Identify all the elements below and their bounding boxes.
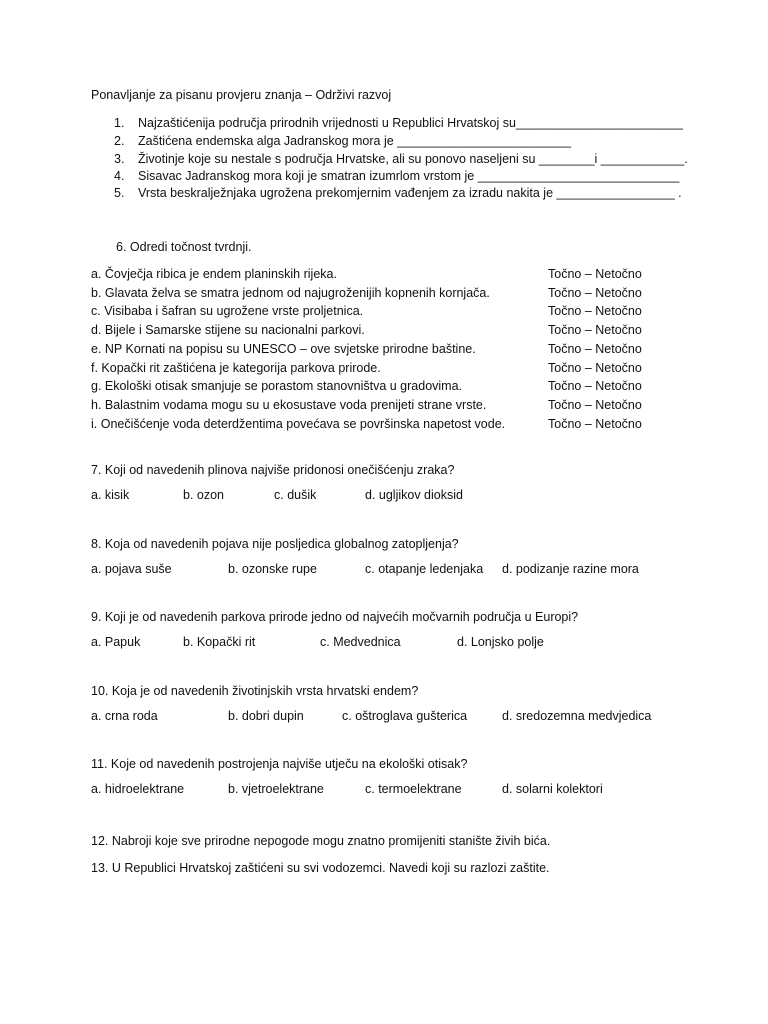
item-number: 2.: [114, 134, 125, 148]
q7-option-d: d. ugljikov dioksid: [365, 488, 463, 502]
q6-answer-choice: Točno – Netočno: [548, 379, 642, 393]
q8-option-c: c. otapanje ledenjaka: [365, 562, 484, 576]
q6-statement: c. Visibaba i šafran su ugrožene vrste proljetnica.: [91, 304, 364, 318]
q6-statement: a. Čovječja ribica je endem planinskih rijeka.: [91, 267, 337, 281]
q11-option-d: d. solarni kolektori: [502, 782, 603, 796]
q10-question: 10. Koja je od navedenih životinjskih vrsta hrvatski endem?: [91, 684, 419, 698]
q8-option-d: d. podizanje razine mora: [502, 562, 639, 576]
q6-answer-choice: Točno – Netočno: [548, 304, 642, 318]
q6-answer-choice: Točno – Netočno: [548, 417, 642, 431]
q6-answer-choice: Točno – Netočno: [548, 286, 642, 300]
q7-question: 7. Koji od navedenih plinova najviše pridonosi onečišćenju zraka?: [91, 463, 455, 477]
fill-in-item-2: [114, 134, 571, 148]
q6-statement: d. Bijele i Samarske stijene su nacionalni parkovi.: [91, 323, 365, 337]
q8-question: 8. Koja od navedenih pojava nije posljedica globalnog zatopljenja?: [91, 537, 459, 551]
worksheet-title: Ponavljanje za pisanu provjeru znanja – Održivi razvoj: [91, 88, 392, 102]
q6-answer-choice: Točno – Netočno: [548, 342, 642, 356]
q6-answer-choice: Točno – Netočno: [548, 267, 642, 281]
q9-option-b: b. Kopački rit: [183, 635, 256, 649]
q8-option-a: a. pojava suše: [91, 562, 172, 576]
q9-option-d: d. Lonjsko polje: [457, 635, 544, 649]
item-number: 4.: [114, 169, 125, 183]
q6-answer-choice: Točno – Netočno: [548, 398, 642, 412]
q10-option-b: b. dobri dupin: [228, 709, 304, 723]
q6-statement: g. Ekološki otisak smanjuje se porastom stanovništva u gradovima.: [91, 379, 463, 393]
q12-question: 12. Nabroji koje sve prirodne nepogode mogu znatno promijeniti stanište živih bića.: [91, 834, 551, 848]
item-number: 5.: [114, 186, 125, 200]
q8-option-b: b. ozonske rupe: [228, 562, 317, 576]
q10-option-d: d. sredozemna medvjedica: [502, 709, 652, 723]
item-text: Zaštićena endemska alga Jadranskog mora je _________________________: [138, 134, 571, 148]
q13-question: 13. U Republici Hrvatskoj zaštićeni su svi vodozemci. Navedi koji su razlozi zaštite.: [91, 861, 550, 875]
q7-option-c: c. dušik: [274, 488, 317, 502]
q9-option-c: c. Medvednica: [320, 635, 401, 649]
item-number: 3.: [114, 152, 125, 166]
q7-option-a: a. kisik: [91, 488, 130, 502]
q6-statement: h. Balastnim vodama mogu su u ekosustave voda prenijeti strane vrste.: [91, 398, 487, 412]
item-text: Sisavac Jadranskog mora koji je smatran izumrlom vrstom je _____________________________: [138, 169, 680, 183]
q6-heading: 6. Odredi točnost tvrdnji.: [116, 240, 252, 254]
q6-answer-choice: Točno – Netočno: [548, 361, 642, 375]
fill-in-item-1: [114, 116, 683, 130]
q6-answer-choice: Točno – Netočno: [548, 323, 642, 337]
item-number: 1.: [114, 116, 125, 130]
q9-question: 9. Koji je od navedenih parkova prirode jedno od najvećih močvarnih područja u Europi?: [91, 610, 579, 624]
item-text: Životinje koje su nestale s područja Hrvatske, ali su ponovo naseljeni su ________i ____________.: [138, 152, 688, 166]
q7-option-b: b. ozon: [183, 488, 225, 502]
q9-option-a: a. Papuk: [91, 635, 141, 649]
fill-in-item-4: [114, 169, 679, 183]
fill-in-item-3: [114, 152, 688, 166]
q10-option-a: a. crna roda: [91, 709, 158, 723]
q11-option-a: a. hidroelektrane: [91, 782, 185, 796]
q6-statement: b. Glavata želva se smatra jednom od najugroženijih kopnenih kornjača.: [91, 286, 490, 300]
q6-statement: e. NP Kornati na popisu su UNESCO – ove svjetske prirodne baštine.: [91, 342, 476, 356]
q10-option-c: c. oštroglava gušterica: [342, 709, 468, 723]
q11-option-b: b. vjetroelektrane: [228, 782, 324, 796]
q11-option-c: c. termoelektrane: [365, 782, 462, 796]
item-text: Najzaštićenija područja prirodnih vrijednosti u Republici Hrvatskoj su________________________: [138, 116, 683, 130]
item-text: Vrsta beskralježnjaka ugrožena prekomjernim vađenjem za izradu nakita je _________________ .: [138, 186, 682, 200]
fill-in-item-5: [114, 186, 682, 200]
q6-statement: i. Onečišćenje voda deterdžentima povećava se površinska napetost vode.: [91, 417, 506, 431]
q6-statement: f. Kopački rit zaštićena je kategorija parkova prirode.: [91, 361, 381, 375]
q11-question: 11. Koje od navedenih postrojenja najviše utječu na ekološki otisak?: [91, 757, 468, 771]
